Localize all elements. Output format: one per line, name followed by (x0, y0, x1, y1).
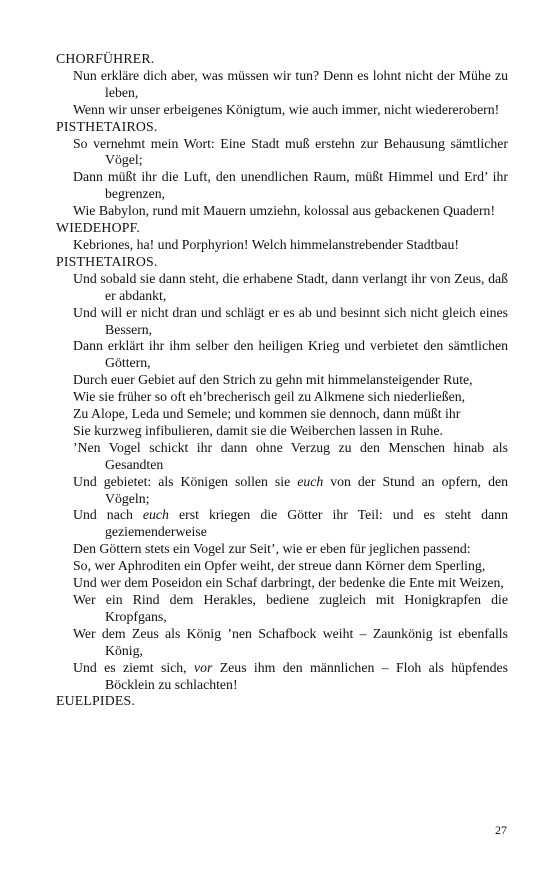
verse-line: Wie Babylon, rund mit Mauern umziehn, kolossal aus gebackenen Quadern! (73, 203, 496, 219)
verse-line: Dann erklärt ihr ihm selber den heiligen Krieg und verbietet den sämtlichen Göttern, (73, 338, 508, 371)
speaker-label: WIEDEHOPF. (56, 220, 141, 236)
verse-line: Wer dem Zeus als König ’nen Schafbock weiht – Zaunkönig ist ebenfalls König, (73, 625, 508, 658)
verse-line (56, 474, 508, 508)
verse-text: erst kriegen die Götter ihr Teil: und es steht dann geziemenderweise (105, 507, 508, 540)
speaker-label: PISTHETAIROS. (56, 253, 158, 269)
page-number: 27 (495, 823, 507, 837)
verse-line: Und wer dem Poseidon ein Schaf darbringt, der bedenke die Ente mit Weizen, (73, 575, 504, 591)
page-text (56, 51, 508, 710)
emphasis-text: euch (297, 473, 324, 489)
verse-line: Und sobald sie dann steht, die erhabene Stadt, dann verlangt ihr von Zeus, daß er abdankt, (73, 270, 508, 303)
verse-text: Und es ziemt sich, (73, 659, 194, 675)
verse-line: Kebriones, ha! und Porphyrion! Welch himmelanstrebender Stadtbau! (73, 236, 459, 252)
verse-line: Und will er nicht dran und schlägt er es ab und besinnt sich nicht gleich eines Bessern, (73, 304, 508, 337)
verse-line: Nun erkläre dich aber, was müssen wir tun? Denn es lohnt nicht der Mühe zu leben, (73, 67, 508, 100)
verse-line: Zu Alope, Leda und Semele; und kommen sie dennoch, dann müßt ihr (73, 406, 461, 422)
speaker-label: EUELPIDES. (56, 693, 136, 709)
emphasis-text: vor (193, 659, 213, 675)
verse-line (56, 660, 508, 694)
verse-line: Dann müßt ihr die Luft, den unendlichen Raum, müßt Himmel und Erd’ ihr begrenzen, (73, 169, 508, 202)
verse-line: ’Nen Vogel schickt ihr dann ohne Verzug zu den Menschen hinab als Gesandten (73, 439, 508, 472)
verse-line: Den Göttern stets ein Vogel zur Seit’, wie er eben für jeglichen passend: (73, 541, 471, 557)
verse-line: So vernehmt mein Wort: Eine Stadt muß erstehn zur Behausung sämtlicher Vögel; (73, 135, 508, 168)
verse-text: von der Stund an opfern, den Vögeln; (105, 473, 508, 506)
verse-text: Und gebietet: als Königen sollen sie (73, 473, 298, 489)
verse-text: Zeus ihm den männlichen – Floh als hüpfendes Böcklein zu schlachten! (105, 659, 508, 692)
verse-line: Wenn wir unser erbeigenes Königtum, wie auch immer, nicht wiedererobern! (73, 101, 500, 117)
verse-line: Sie kurzweg infibulieren, damit sie die Weiberchen lassen in Ruhe. (73, 422, 443, 438)
verse-line: Wie sie früher so oft eh’brecherisch geil zu Alkmene sich niederließen, (73, 389, 466, 405)
speaker-label: PISTHETAIROS. (56, 118, 158, 134)
verse-line: Durch euer Gebiet auf den Strich zu gehn mit himmelansteigender Rute, (73, 372, 473, 388)
verse-line (56, 507, 508, 541)
emphasis-text: euch (142, 507, 169, 523)
verse-line: Wer ein Rind dem Herakles, bediene zugleich mit Honigkrapfen die Kropfgans, (73, 592, 508, 624)
speaker-label: CHORFÜHRER. (56, 51, 155, 66)
verse-text: Und nach (73, 507, 143, 523)
verse-line: So, wer Aphroditen ein Opfer weiht, der streue dann Körner dem Sperling, (73, 558, 486, 574)
